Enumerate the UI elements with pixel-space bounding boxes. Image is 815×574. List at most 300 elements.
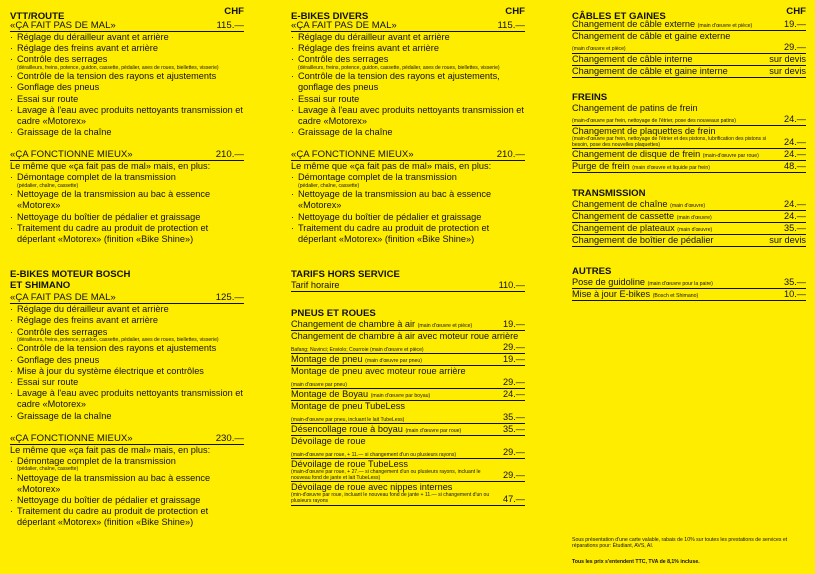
price-row-label: Dévoilage de roue avec nippes internes xyxy=(291,482,453,493)
package-item xyxy=(10,411,244,422)
package-item-text-wrap xyxy=(17,189,244,211)
price-row-price: 48.— xyxy=(784,161,806,172)
price-row-label-wrap xyxy=(572,277,713,288)
bullet-dot: · xyxy=(10,104,14,115)
package-item xyxy=(10,388,244,410)
price-list-transmission xyxy=(572,199,806,247)
bullet-dot: · xyxy=(291,43,295,54)
price-row xyxy=(572,289,806,301)
price-row-label: Montage de Boyau xyxy=(291,389,369,400)
price-row-label-wrap xyxy=(572,199,705,210)
package-item xyxy=(10,94,244,105)
package-item-text-wrap xyxy=(17,127,244,138)
package-item xyxy=(291,223,525,245)
price-row-price: 10.— xyxy=(784,289,806,300)
package-item-text-wrap xyxy=(298,212,525,223)
package-item-text-wrap xyxy=(17,366,244,377)
bullet-dot: · xyxy=(10,410,14,421)
section-title-hors-service: TARIFS HORS SERVICE xyxy=(291,269,400,281)
section-title-autres: AUTRES xyxy=(572,266,612,278)
package-item xyxy=(10,327,244,344)
package-item xyxy=(10,127,244,138)
price-row-price: 19.— xyxy=(784,19,806,29)
price-row xyxy=(291,354,525,366)
price-row-note: (main d'œuvre et pièce) xyxy=(572,46,626,53)
package-item-text: Graissage de la chaîne xyxy=(17,127,112,138)
package-item-text: Démontage complet de la transmission xyxy=(17,172,176,183)
package-item xyxy=(10,32,244,43)
package-item-text: Nettoyage de la transmission au bac à essence «Motorex» xyxy=(17,189,211,211)
package-item-text: Réglage des freins avant et arrière xyxy=(17,315,158,326)
price-row-note: (main-d'œuvre par roue, + 11.— si changement d'un ou plusieurs rayons) xyxy=(291,451,457,458)
price-row xyxy=(291,424,525,436)
column-vtt xyxy=(10,0,244,529)
package-item-list xyxy=(10,304,244,422)
package-item xyxy=(10,54,244,71)
package-item-text-wrap xyxy=(17,32,244,43)
bullet-dot: · xyxy=(10,472,14,483)
package-item-text-wrap xyxy=(17,506,244,528)
price-row-price: sur devis xyxy=(769,235,806,246)
bullet-dot: · xyxy=(10,365,14,376)
price-row-label: Changement de câble externe xyxy=(572,19,696,29)
package-item-text-wrap xyxy=(17,94,244,105)
price-row-label: Dévoilage de roue TubeLess xyxy=(291,459,408,470)
price-row xyxy=(291,389,525,401)
package-item-text: Nettoyage du boîtier de pédalier et graissage xyxy=(17,211,201,222)
package-price: 230.— xyxy=(215,432,244,444)
bullet-dot: · xyxy=(10,32,14,42)
price-row xyxy=(572,126,806,149)
package-name: «ÇA FONCTIONNE MIEUX» xyxy=(291,149,414,161)
price-row-hourly-rate xyxy=(291,280,525,292)
bullet-dot: · xyxy=(291,71,295,82)
bullet-dot: · xyxy=(10,455,14,466)
column-repairs xyxy=(572,0,806,301)
package-item-text-wrap xyxy=(17,327,244,344)
package-item-text: Essai sur route xyxy=(17,377,79,388)
bullet-dot: · xyxy=(10,82,14,93)
price-row-label: Changement de plateaux xyxy=(572,223,675,234)
package-item xyxy=(10,105,244,127)
price-row xyxy=(572,103,806,126)
package-item-subnote: (dérailleurs, freins, potence, guidon, cassette, pédalier, axes de roues, biellettes, visserie) xyxy=(17,336,219,343)
bullet-dot: · xyxy=(10,71,14,82)
package-item xyxy=(291,127,525,138)
package-item-list xyxy=(10,172,244,245)
package-item-text-wrap xyxy=(17,411,244,422)
package-name: «ÇA FAIT PAS DE MAL» xyxy=(10,292,116,304)
package-item-subnote: (pédalier, chaîne, cassette) xyxy=(298,182,360,189)
package-item-text-wrap xyxy=(298,223,525,245)
price-row xyxy=(291,459,525,482)
package-item-text-wrap xyxy=(17,473,244,495)
price-row-price: 35.— xyxy=(503,412,525,423)
section-header-vtt xyxy=(10,6,244,22)
price-row-label-wrap xyxy=(572,149,759,160)
package-item-text-wrap xyxy=(17,172,244,189)
price-row-label-wrap xyxy=(572,161,710,172)
package-item xyxy=(291,54,525,71)
package-item-text-wrap xyxy=(17,377,244,388)
price-row-price: 35.— xyxy=(784,223,806,234)
package-item-text-wrap xyxy=(298,189,525,211)
price-row-note: (main-d'œuvre par roue, + 27.— si changement d'un ou plusieurs rayons, incluant le nouveau fond de jante et lait TubeLess) xyxy=(291,469,481,481)
package-item-text-wrap xyxy=(17,105,244,127)
price-row-price: sur devis xyxy=(769,66,806,76)
package-item xyxy=(291,172,525,189)
price-row-price: 24.— xyxy=(784,137,806,148)
package-item-text: Démontage complet de la transmission xyxy=(17,455,176,466)
section-title-cables: CÂBLES ET GAINES xyxy=(572,11,666,22)
price-row xyxy=(291,436,525,459)
price-row-label-wrap xyxy=(291,389,430,400)
package-intro: Le même que «ça fait pas de mal» mais, en plus: xyxy=(291,161,492,172)
bullet-dot: · xyxy=(10,326,14,337)
price-row-label: Montage de pneu xyxy=(291,354,363,365)
price-row-label: Changement de patins de frein xyxy=(572,103,698,113)
price-row-label-wrap xyxy=(291,424,461,435)
package-item-text: Graissage de la chaîne xyxy=(17,410,112,421)
price-row xyxy=(291,319,525,331)
price-row-label: Changement de plaquettes de frein xyxy=(572,126,716,136)
package-item-text: Lavage à l'eau avec produits nettoyants transmission et cadre «Motorex» xyxy=(17,388,243,410)
price-row-note: (main-d'œuvre par roue) xyxy=(702,153,759,160)
package-item-text: Nettoyage de la transmission au bac à essence «Motorex» xyxy=(17,472,211,494)
price-row-note: (main d'œuvre pour la paire) xyxy=(647,281,713,288)
price-row-price: 29.— xyxy=(503,342,525,353)
package-item-text: Contrôle des serrages xyxy=(17,54,108,65)
package-item-text: Traitement du cadre au produit de protection et déperlant «Motorex» (finition «Bike Shine») xyxy=(17,222,209,245)
bullet-dot: · xyxy=(291,189,295,200)
price-row-label-wrap xyxy=(572,66,728,77)
package-item-text: Contrôle des serrages xyxy=(298,54,389,65)
price-row xyxy=(291,366,525,389)
price-row-note: (main-d'œuvre par pneu, incluant le lait TubeLess) xyxy=(291,416,405,423)
bullet-dot: · xyxy=(10,127,14,138)
price-row xyxy=(572,54,806,66)
package-item-text: Contrôle des serrages xyxy=(17,326,108,337)
package-item-text-wrap xyxy=(17,388,244,410)
package-item-text-wrap xyxy=(298,105,525,127)
section-title-line: E-BIKES MOTEUR BOSCH xyxy=(10,269,131,281)
package-header xyxy=(10,148,244,161)
price-row-note: (main d'œuvre) xyxy=(676,215,712,222)
package-item-text-wrap xyxy=(17,82,244,93)
package-item-text-wrap xyxy=(17,495,244,506)
package-item-text: Essai sur route xyxy=(17,93,79,104)
price-row-label: Changement de boîtier de pédalier xyxy=(572,235,714,246)
package-item xyxy=(10,506,244,528)
price-row-price: 24.— xyxy=(784,199,806,210)
price-row xyxy=(572,223,806,235)
price-row-price: 29.— xyxy=(784,42,806,52)
price-row-price: 35.— xyxy=(784,277,806,288)
package-item-text: Traitement du cadre au produit de protection et déperlant «Motorex» (finition «Bike Shine») xyxy=(17,506,209,528)
price-row-label: Changement de chaîne xyxy=(572,199,668,210)
price-row-label: Changement de chambre à air xyxy=(291,319,416,330)
price-list-pneus xyxy=(291,319,525,505)
price-list-cables xyxy=(572,19,806,78)
price-row-note: (main d'œuvre par boyau) xyxy=(370,393,431,400)
package-item-list xyxy=(291,172,525,245)
package-item-text-wrap xyxy=(17,304,244,315)
price-row-label: Changement de chambre à air avec moteur roue arrière xyxy=(291,331,519,342)
package-price: 115.— xyxy=(216,20,244,31)
package-item-text-wrap xyxy=(17,54,244,71)
price-row-note: (main-d'œuvre par frein, nettoyage de l'étrier et des pistons, lubrification des pistons si besoin, pose des nouvelles plaquettes) xyxy=(572,136,767,148)
section-title-transmission: TRANSMISSION xyxy=(572,188,646,200)
package-item xyxy=(10,304,244,315)
price-row-label: Changement de disque de frein xyxy=(572,149,701,160)
package-item-list xyxy=(10,32,244,138)
bullet-dot: · xyxy=(10,495,14,506)
price-row xyxy=(572,277,806,289)
price-row-label: Changement de câble interne xyxy=(572,54,693,64)
package-item xyxy=(291,32,525,43)
package-item-subnote: (pédalier, chaîne, cassette) xyxy=(17,182,79,189)
price-row xyxy=(291,401,525,424)
package-header xyxy=(291,148,525,161)
price-list-autres xyxy=(572,277,806,301)
package-item xyxy=(10,315,244,326)
price-row-note: (main d'œuvre et liquide par frein) xyxy=(632,165,710,172)
package-item-text: Contrôle de la tension des rayons et ajustements xyxy=(17,71,217,82)
section-title-ebike-divers: E-BIKES DIVERS xyxy=(291,11,369,22)
price-row-price: 29.— xyxy=(503,377,525,388)
package-item-text: Nettoyage du boîtier de pédalier et graissage xyxy=(298,211,482,222)
package-item xyxy=(291,43,525,54)
package-item xyxy=(10,172,244,189)
package-item-text-wrap xyxy=(298,71,525,93)
package-item-text: Lavage à l'eau avec produits nettoyants transmission et cadre «Motorex» xyxy=(17,104,243,127)
price-row-label: Montage de pneu TubeLess xyxy=(291,401,405,412)
price-row-label: Purge de frein xyxy=(572,161,630,172)
price-row-label-wrap xyxy=(291,354,422,365)
package-item xyxy=(291,189,525,211)
price-row xyxy=(291,331,525,354)
bullet-dot: · xyxy=(10,172,14,183)
section-title-line: ET SHIMANO xyxy=(10,280,71,292)
price-row-label-wrap xyxy=(572,289,698,300)
package-item xyxy=(10,495,244,506)
bullet-dot: · xyxy=(10,54,14,65)
price-row-note: (main d'œuvre et pièce) xyxy=(417,323,473,330)
price-row xyxy=(572,149,806,161)
price-row-note: (main d'œuvre par roue) xyxy=(405,428,462,435)
package-item xyxy=(291,94,525,105)
price-row xyxy=(572,161,806,173)
package-item-text: Réglage des freins avant et arrière xyxy=(17,43,158,54)
package-item-text: Contrôle de la tension des rayons et ajustements xyxy=(17,343,217,354)
section-title-ebike-bosch xyxy=(10,269,244,291)
package-item-text: Mise à jour du système électrique et contrôles xyxy=(17,365,204,376)
package-header xyxy=(10,432,244,445)
package-intro: Le même que «ça fait pas de mal» mais, en plus: xyxy=(10,161,211,172)
package-name: «ÇA FAIT PAS DE MAL» xyxy=(291,20,397,31)
price-row-label-wrap xyxy=(572,223,712,234)
package-intro: Le même que «ça fait pas de mal» mais, en plus: xyxy=(10,444,211,455)
package-item-subnote: (dérailleurs, freins, potence, guidon, cassette, pédalier, axes de roues, biellettes, visserie) xyxy=(17,64,219,71)
package-item xyxy=(10,377,244,388)
package-item xyxy=(291,71,525,93)
bullet-dot: · xyxy=(291,172,295,183)
currency-label: CHF xyxy=(505,6,525,17)
package-item-text-wrap xyxy=(17,212,244,223)
package-name: «ÇA FONCTIONNE MIEUX» xyxy=(10,432,133,444)
bullet-dot: · xyxy=(10,304,14,315)
package-item xyxy=(10,189,244,211)
package-item-subnote: (dérailleurs, freins, potence, guidon, cassette, pédalier, axes de roues, biellettes, visserie) xyxy=(298,64,500,71)
bullet-dot: · xyxy=(291,211,295,222)
section-title-freins: FREINS xyxy=(572,92,608,103)
price-row-label: Changement de câble et gaine externe xyxy=(572,31,731,41)
package-item-text-wrap xyxy=(298,43,525,54)
footer-discount-note: Sous présentation d'une carte valable, rabais de 10% sur toutes les prestations de services et réparations pour: Étudiant, AVS, AI. xyxy=(572,537,788,550)
price-row xyxy=(572,235,806,247)
price-row-price: 24.— xyxy=(503,389,525,400)
currency-label: CHF xyxy=(786,6,806,17)
footer-vat-note: Tous les prix s'entendent TTC, TVA de 8,1% incluse. xyxy=(572,559,700,565)
price-row-price: 29.— xyxy=(503,447,525,458)
package-item-text-wrap xyxy=(17,343,244,354)
price-row-label: Pose de guidoline xyxy=(572,277,646,288)
package-item-text: Réglage des freins avant et arrière xyxy=(298,43,439,54)
package-item-text-wrap xyxy=(17,223,244,245)
section-title-vtt: VTT/ROUTE xyxy=(10,11,65,22)
package-item-text-wrap xyxy=(298,172,525,189)
package-item xyxy=(10,355,244,366)
package-item xyxy=(10,366,244,377)
bullet-dot: · xyxy=(291,104,295,115)
price-row-note: Bafang; Nuvinci; Enviolo; Courroie (main d'œuvre et pièce) xyxy=(291,346,424,353)
price-row-price: 19.— xyxy=(503,319,525,330)
package-item-text: Essai sur route xyxy=(298,93,360,104)
package-item-text: Gonflage des pneus xyxy=(17,82,100,93)
package-item-text-wrap xyxy=(298,127,525,138)
package-item-text: Nettoyage du boîtier de pédalier et graissage xyxy=(17,495,201,506)
package-name: «ÇA FAIT PAS DE MAL» xyxy=(10,20,116,31)
package-item-text-wrap xyxy=(298,32,525,43)
bullet-dot: · xyxy=(291,54,295,65)
section-header-cables xyxy=(572,6,806,22)
bullet-dot: · xyxy=(291,127,295,138)
package-item xyxy=(291,105,525,127)
price-row-label: Montage de pneu avec moteur roue arrière xyxy=(291,366,466,377)
bullet-dot: · xyxy=(10,93,14,104)
package-item-text-wrap xyxy=(17,71,244,82)
bullet-dot: · xyxy=(291,32,295,42)
package-header xyxy=(10,291,244,304)
package-price: 115.— xyxy=(497,20,525,31)
price-row-note: (main-d'œuvre par frein, nettoyage de l'étrier, pose des nouveaux patins) xyxy=(572,118,736,125)
bullet-dot: · xyxy=(291,93,295,104)
price-row-label: Changement de cassette xyxy=(572,211,675,222)
package-item-text: Démontage complet de la transmission xyxy=(298,172,457,183)
price-row-note: (min-d'œuvre par roue, incluant le nouveau fond de jante + 11.— si changement d'un ou plusieurs rayons xyxy=(291,492,490,505)
package-item-text-wrap xyxy=(298,94,525,105)
price-row-price: 24.— xyxy=(784,114,806,124)
bullet-dot: · xyxy=(291,222,295,233)
currency-label: CHF xyxy=(224,6,244,17)
package-item xyxy=(10,343,244,354)
price-row-label-wrap xyxy=(291,319,472,330)
bullet-dot: · xyxy=(10,189,14,200)
package-item-text: Nettoyage de la transmission au bac à essence «Motorex» xyxy=(298,189,492,211)
package-item-text-wrap xyxy=(17,355,244,366)
bullet-dot: · xyxy=(10,506,14,517)
bullet-dot: · xyxy=(10,377,14,388)
price-row-price: 24.— xyxy=(784,211,806,222)
package-item xyxy=(291,212,525,223)
package-item-text: Lavage à l'eau avec produits nettoyants transmission et cadre «Motorex» xyxy=(298,104,524,127)
price-row-price: 35.— xyxy=(503,424,525,435)
package-item-text: Graissage de la chaîne xyxy=(298,127,393,138)
price-row-price: sur devis xyxy=(769,54,806,64)
package-item-text-wrap xyxy=(17,43,244,54)
package-price: 125.— xyxy=(215,292,244,304)
package-item-text: Gonflage des pneus xyxy=(17,354,100,365)
price-row xyxy=(291,482,525,505)
section-header-ebike-divers xyxy=(291,6,525,22)
price-list-freins xyxy=(572,103,806,173)
package-item xyxy=(10,223,244,245)
price-row-label: Mise à jour E-bikes xyxy=(572,289,651,300)
price-row-note: (main d'œuvre par pneu) xyxy=(365,358,423,365)
price-row-label: Désencollage roue à boyau xyxy=(291,424,403,435)
package-item-text: Réglage du dérailleur avant et arrière xyxy=(17,32,169,42)
bullet-dot: · xyxy=(10,388,14,399)
package-item-text: Traitement du cadre au produit de protection et déperlant «Motorex» (finition «Bike Shine») xyxy=(298,222,490,245)
price-row-note: (Bosch et Shimano) xyxy=(652,293,699,300)
price-row xyxy=(572,66,806,78)
price-row xyxy=(572,31,806,54)
package-item xyxy=(10,473,244,495)
price-row-note: (main d'œuvre et pièce) xyxy=(697,23,753,29)
package-item-text-wrap xyxy=(17,315,244,326)
package-price: 210.— xyxy=(215,149,244,161)
price-row-price: 19.— xyxy=(503,354,525,365)
price-row-note: (main d'œuvre) xyxy=(670,203,706,210)
price-row-price: 29.— xyxy=(503,470,525,481)
price-row-label: Changement de câble et gaine interne xyxy=(572,66,728,76)
price-row-label-wrap xyxy=(572,54,693,65)
price-row xyxy=(572,199,806,211)
price-row-price: 47.— xyxy=(503,493,525,504)
price-row-label: Tarif horaire xyxy=(291,280,340,291)
package-item xyxy=(10,82,244,93)
price-row-price: 110.— xyxy=(498,280,525,291)
package-item-list xyxy=(10,456,244,529)
package-item-subnote: (pédalier, chaîne, cassette) xyxy=(17,466,79,473)
bullet-dot: · xyxy=(10,354,14,365)
bullet-dot: · xyxy=(10,315,14,326)
package-item-text: Réglage du dérailleur avant et arrière xyxy=(17,304,169,315)
column-ebike-divers xyxy=(291,0,525,506)
price-row-note: (main d'œuvre par pneu) xyxy=(291,381,347,388)
bullet-dot: · xyxy=(10,211,14,222)
package-item xyxy=(10,71,244,82)
package-item xyxy=(10,212,244,223)
price-row-label-wrap xyxy=(572,235,713,246)
package-item-text-wrap xyxy=(17,456,244,473)
section-title-pneus: PNEUS ET ROUES xyxy=(291,308,376,320)
package-item-text: Contrôle de la tension des rayons et ajustements, gonflage des pneus xyxy=(298,71,500,93)
price-row-note: (main d'œuvre) xyxy=(677,227,713,234)
price-row-label: Dévoilage de roue xyxy=(291,436,366,447)
package-item xyxy=(10,43,244,54)
price-row-label-wrap xyxy=(572,211,712,222)
